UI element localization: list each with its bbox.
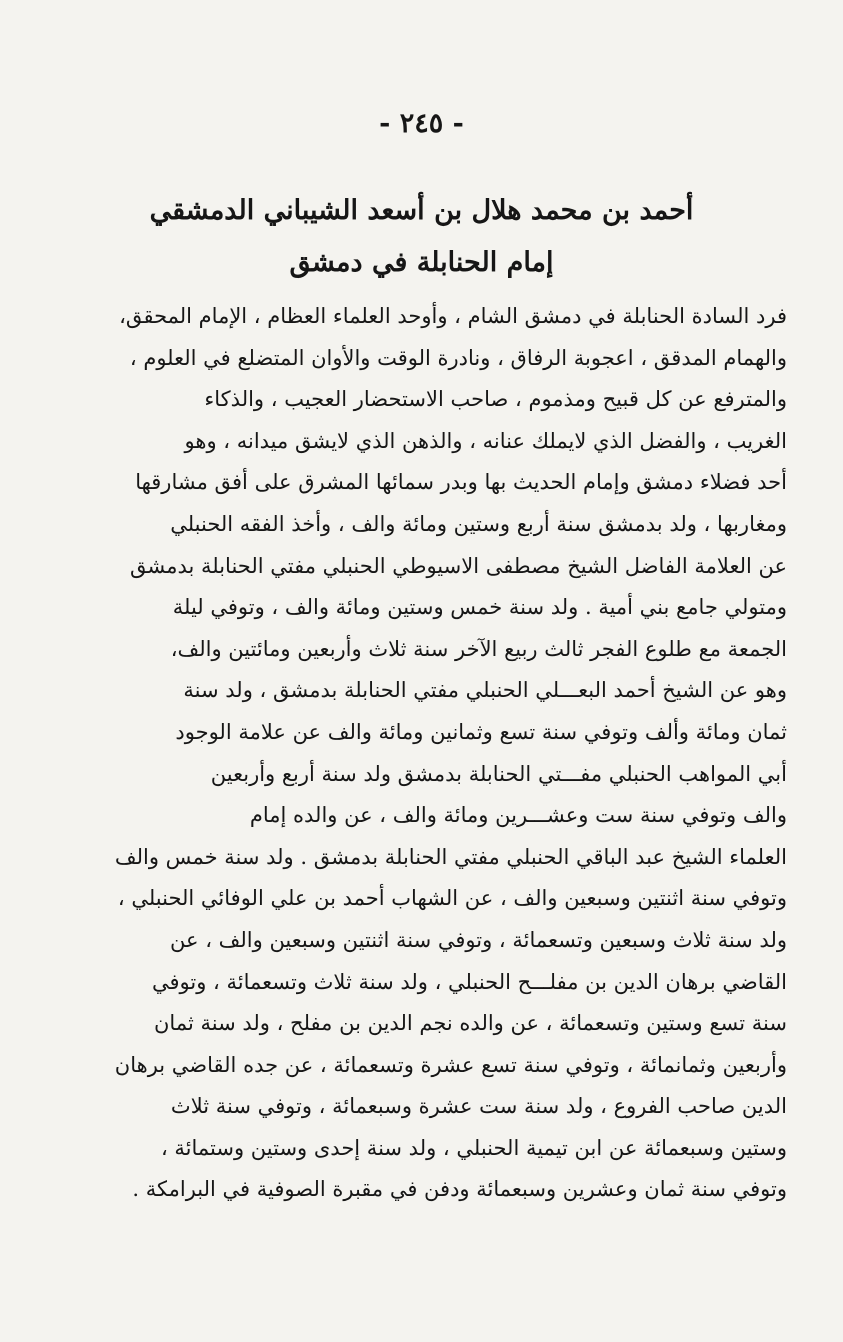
text-line: والهمام المدقق ، اعجوبة الرفاق ، ونادرة الوقت والأوان المتضلع في العلوم ، (129, 345, 787, 370)
biography-heading (60, 185, 783, 289)
text-line: وهو عن الشيخ أحمد البعـــلي الحنبلي مفتي الحنابلة بدمشق ، ولد سنة (183, 678, 787, 703)
text-line: العلماء الشيخ عبد الباقي الحنبلي مفتي الحنابلة بدمشق . ولد سنة خمس والف (114, 844, 787, 869)
text-line: والمترفع عن كل قبيح ومذموم ، صاحب الاستحضار العجيب ، والذكاء (204, 387, 787, 412)
text-line: فرد السادة الحنابلة في دمشق الشام ، وأوحد العلماء العظام ، الإمام المحقق، (119, 304, 787, 328)
text-line: الدين صاحب الفروع ، ولد سنة ست عشرة وسبعمائة ، وتوفي سنة ثلاث (170, 1094, 787, 1119)
text-line: وستين وسبعمائة عن ابن تيمية الحنبلي ، ولد سنة إحدى وستين وستمائة ، (160, 1135, 787, 1160)
text-line: سنة تسع وستين وتسعمائة ، عن والده نجم الدين بن مفلح ، ولد سنة ثمان (154, 1011, 787, 1036)
text-line: القاضي برهان الدين بن مفلـــح الحنبلي ، ولد سنة ثلاث وتسعمائة ، وتوفي (151, 969, 787, 994)
text-line: الجمعة مع طلوع الفجر ثالث ربيع الآخر سنة ثلاث وأربعين ومائتين والف، (170, 636, 787, 661)
text-line: ومتولي جامع بني أمية . ولد سنة خمس وستين ومائة والف ، وتوفي ليلة (172, 595, 787, 620)
text-line: أبي المواهب الحنبلي مفـــتي الحنابلة بدمشق ولد سنة أربع وأربعين (210, 761, 787, 786)
text-line: وأربعين وثمانمائة ، وتوفي سنة تسع عشرة وتسعمائة ، عن جده القاضي برهان (114, 1052, 787, 1077)
text-line: والف وتوفي سنة ست وعشـــرين ومائة والف ، عن والده إمام (249, 803, 787, 828)
text-line: الغريب ، والفضل الذي لايملك عنانه ، والذهن الذي لايشق ميدانه ، وهو (184, 428, 787, 453)
text-line: ثمان ومائة وألف وتوفي سنة تسع وثمانين ومائة والف عن علامة الوجود (175, 719, 787, 744)
page-number: - ٢٤٥ - (379, 108, 464, 139)
biography-body (65, 296, 787, 1211)
text-line: ولد سنة ثلاث وسبعين وتسعمائة ، وتوفي سنة اثنتين وسبعين والف ، عن (170, 927, 787, 952)
text-line: عن العلامة الفاضل الشيخ مصطفى الاسيوطي الحنبلي مفتي الحنابلة بدمشق (129, 553, 787, 578)
text-line: ومغاربها ، ولد بدمشق سنة أربع وستين ومائة والف ، وأخذ الفقه الحنبلي (170, 511, 787, 536)
text-line: أحد فضلاء دمشق وإمام الحديث بها وبدر سمائها المشرق على أفق مشارقها (135, 470, 787, 495)
biography-subtitle: إمام الحنابلة في دمشق (289, 247, 554, 278)
text-line: وتوفي سنة ثمان وعشرين وسبعمائة ودفن في مقبرة الصوفية في البرامكة . (132, 1177, 787, 1202)
biography-title: أحمد بن محمد هلال بن أسعد الشيباني الدمشقي (149, 195, 694, 226)
text-line: وتوفي سنة اثنتين وسبعين والف ، عن الشهاب أحمد بن علي الوفائي الحنبلي ، (117, 886, 787, 911)
